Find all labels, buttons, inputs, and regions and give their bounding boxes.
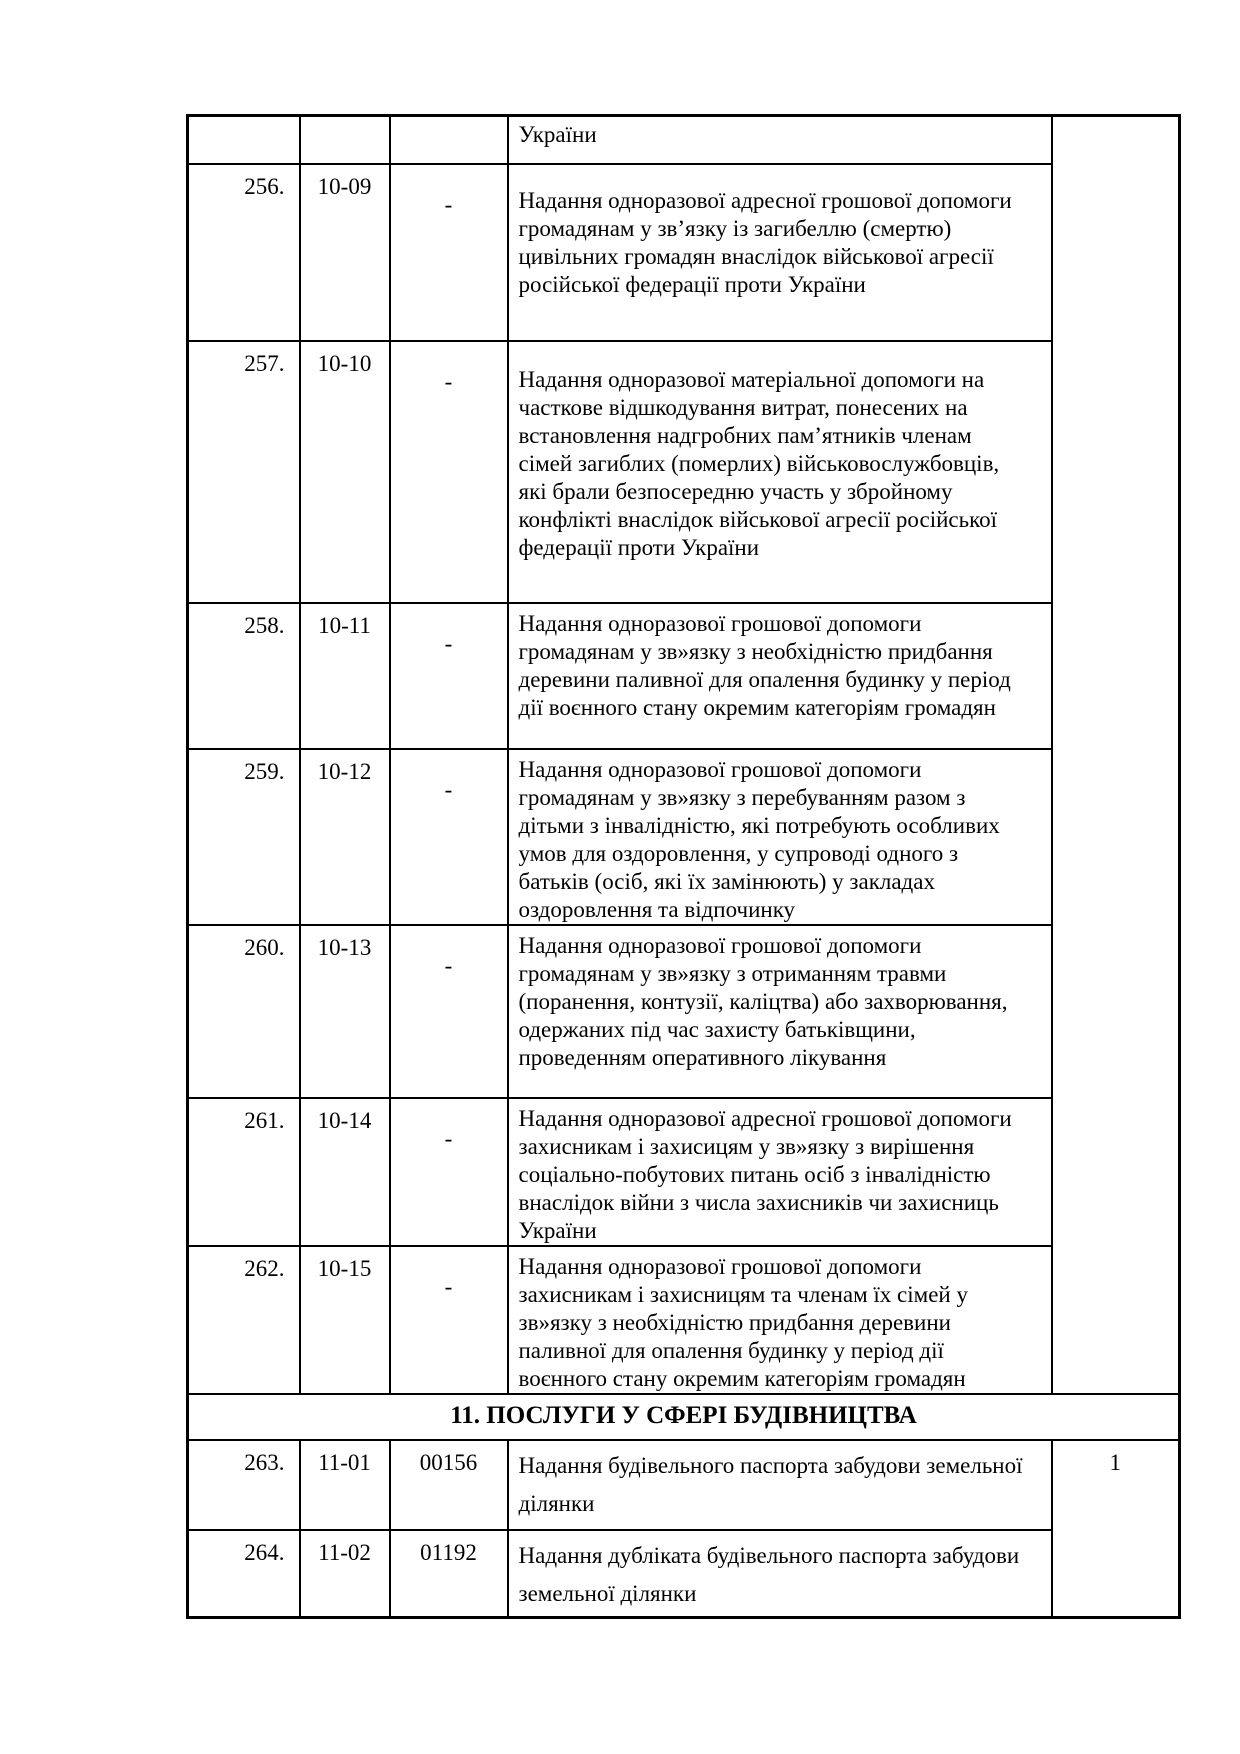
- service-code-cell: [300, 116, 390, 164]
- service-id: -: [390, 603, 508, 749]
- service-description: Надання одноразової грошової допомоги громадянам у зв»язку з необхідністю придбання деревини паливної для опалення будинку у період дії воєнного стану окремим категоріям громадян: [508, 603, 1052, 749]
- service-description: України: [508, 116, 1052, 164]
- service-id: 00156: [390, 1440, 508, 1530]
- service-code: 10-11: [300, 603, 390, 749]
- service-id: -: [390, 925, 508, 1098]
- table-row-260: [188, 925, 1180, 1098]
- row-number-cell: [188, 116, 300, 164]
- service-id: -: [390, 341, 508, 603]
- service-code: 10-09: [300, 164, 390, 341]
- table-row-263: [188, 1440, 1180, 1530]
- row-255-continuation: [188, 116, 1180, 164]
- table-row-264: [188, 1530, 1180, 1618]
- service-code: 10-13: [300, 925, 390, 1098]
- service-description: Надання одноразової грошової допомоги громадянам у зв»язку з отриманням травми (поранення, контузії, каліцтва) або захворювання, одержаних під час захисту батьківщини, проведенням оперативного лікування: [508, 925, 1052, 1098]
- service-description: Надання одноразової адресної грошової допомоги захисникам і захисицям у зв»язку з вирішення соціально-побутових питань осіб з інвалідністю внаслідок війни з числа захисників чи захисниць України: [508, 1098, 1052, 1246]
- row-number: 264.: [188, 1530, 300, 1618]
- service-description: Надання одноразової адресної грошової допомоги громадянам у зв’язку із загибеллю (смертю) цивільних громадян внаслідок військової агресії російської федерації проти України: [508, 164, 1052, 341]
- row-number: 257.: [188, 341, 300, 603]
- service-id: 01192: [390, 1530, 508, 1618]
- service-description: Надання одноразової грошової допомоги громадянам у зв»язку з перебуванням разом з дітьми з інвалідністю, які потребують особливих умов для оздоровлення, у супроводі одного з батьків (осіб, які їх замінюють) у закладах оздоровлення та відпочинку: [508, 749, 1052, 925]
- service-code: 10-10: [300, 341, 390, 603]
- row-number: 263.: [188, 1440, 300, 1530]
- table-row-258: [188, 603, 1180, 749]
- service-id-cell: [390, 116, 508, 164]
- table-row-262: [188, 1246, 1180, 1394]
- service-code: 10-14: [300, 1098, 390, 1246]
- service-code: 10-15: [300, 1246, 390, 1394]
- row-number: 261.: [188, 1098, 300, 1246]
- service-id: -: [390, 1098, 508, 1246]
- value-cell: 1: [1052, 1440, 1180, 1618]
- service-id: -: [390, 164, 508, 341]
- row-number: 258.: [188, 603, 300, 749]
- table-row-256: [188, 164, 1180, 341]
- section-header: 11. ПОСЛУГИ У СФЕРІ БУДІВНИЦТВА: [188, 1394, 1180, 1440]
- row-number: 262.: [188, 1246, 300, 1394]
- table-row-261: [188, 1098, 1180, 1246]
- table-row-259: [188, 749, 1180, 925]
- service-description: Надання одноразової грошової допомоги захисникам і захисницям та членам їх сімей у зв»язку з необхідністю придбання деревини паливної для опалення будинку у період дії воєнного стану окремим категоріям громадян: [508, 1246, 1052, 1394]
- services-table: [186, 114, 1181, 1619]
- empty-value-cell: [1052, 116, 1180, 1394]
- service-id: -: [390, 1246, 508, 1394]
- service-description: Надання будівельного паспорта забудови земельної ділянки: [508, 1440, 1052, 1530]
- row-number: 256.: [188, 164, 300, 341]
- service-description: Надання одноразової матеріальної допомоги на часткове відшкодування витрат, понесених на встановлення надгробних пам’ятників членам сімей загиблих (померлих) військовослужбовців, які брали безпосередню участь у збройному конфлікті внаслідок військової агресії російської федерації проти України: [508, 341, 1052, 603]
- row-number: 259.: [188, 749, 300, 925]
- service-id: -: [390, 749, 508, 925]
- service-code: 11-02: [300, 1530, 390, 1618]
- row-number: 260.: [188, 925, 300, 1098]
- service-code: 10-12: [300, 749, 390, 925]
- service-code: 11-01: [300, 1440, 390, 1530]
- table-row-257: [188, 341, 1180, 603]
- service-description: Надання дубліката будівельного паспорта забудови земельної ділянки: [508, 1530, 1052, 1618]
- section-header-row: [188, 1394, 1180, 1440]
